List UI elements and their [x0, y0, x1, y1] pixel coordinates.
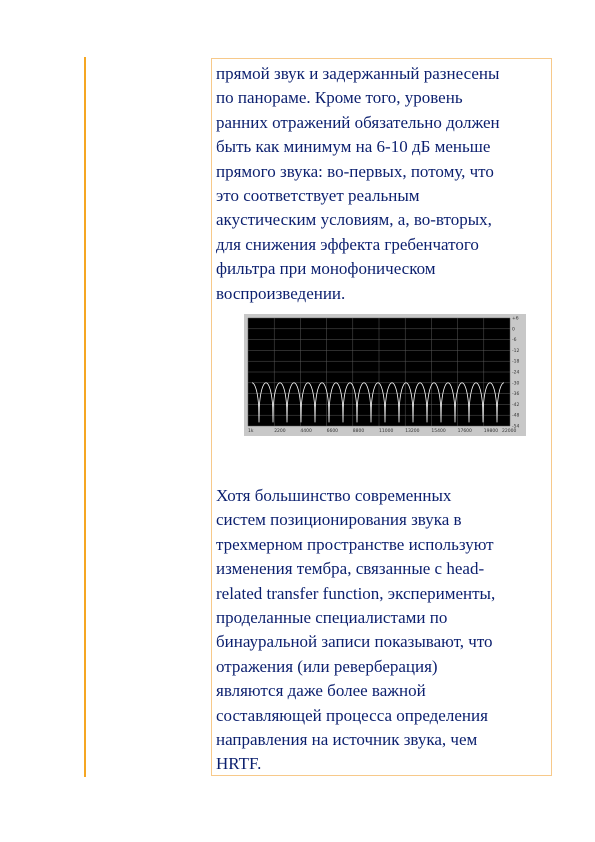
x-tick-label: 17600	[457, 429, 472, 434]
x-tick-label: 13200	[405, 429, 420, 434]
chart-svg	[244, 314, 526, 436]
x-tick-label: 1k	[248, 429, 254, 434]
y-tick-label: -30	[512, 381, 520, 387]
x-tick-label: 2200	[274, 429, 286, 434]
x-tick-label: 22000	[502, 429, 517, 434]
x-tick-label: 8800	[352, 429, 365, 434]
y-tick-label: -48	[512, 413, 520, 419]
x-tick-label: 11000	[379, 429, 394, 434]
margin-rule	[84, 57, 86, 777]
comb-filter-chart	[244, 314, 526, 436]
y-tick-label: +6	[512, 316, 519, 322]
y-tick-label: -54	[512, 424, 520, 430]
x-tick-label: 15400	[431, 429, 446, 434]
y-tick-label: -18	[512, 359, 520, 365]
y-tick-label: -12	[512, 348, 520, 354]
x-tick-label: 6600	[326, 429, 339, 434]
y-tick-label: -42	[512, 402, 520, 408]
y-tick-label: -36	[512, 392, 520, 398]
y-tick-label: -24	[512, 370, 520, 376]
paragraph-2: Хотя большинство современных систем позиционирования звука в трехмерном пространстве используют изменения тембра, связанные с head- related transfer function, эксперименты, проделанные специалистами по бинауральной записи показывают, что отражения (или реверберация) являются даже более важной составляющей процесса определения направления на источник звука, чем HRTF.	[216, 486, 496, 774]
x-tick-label: 19800	[483, 429, 499, 434]
y-tick-label: 0	[512, 327, 515, 333]
y-tick-label: -6	[512, 338, 517, 344]
paragraph-1: прямой звук и задержанный разнесены по панораме. Кроме того, уровень ранних отражений обязательно должен быть как минимум на 6-10 дБ меньше прямого звука: во-первых, потому, что это соответствует реальным акустическим условиям, а, во-вторых, для снижения эффекта гребенчатого фильтра при монофоническом воспроизведении.	[216, 64, 500, 303]
x-tick-label: 4400	[300, 429, 312, 434]
